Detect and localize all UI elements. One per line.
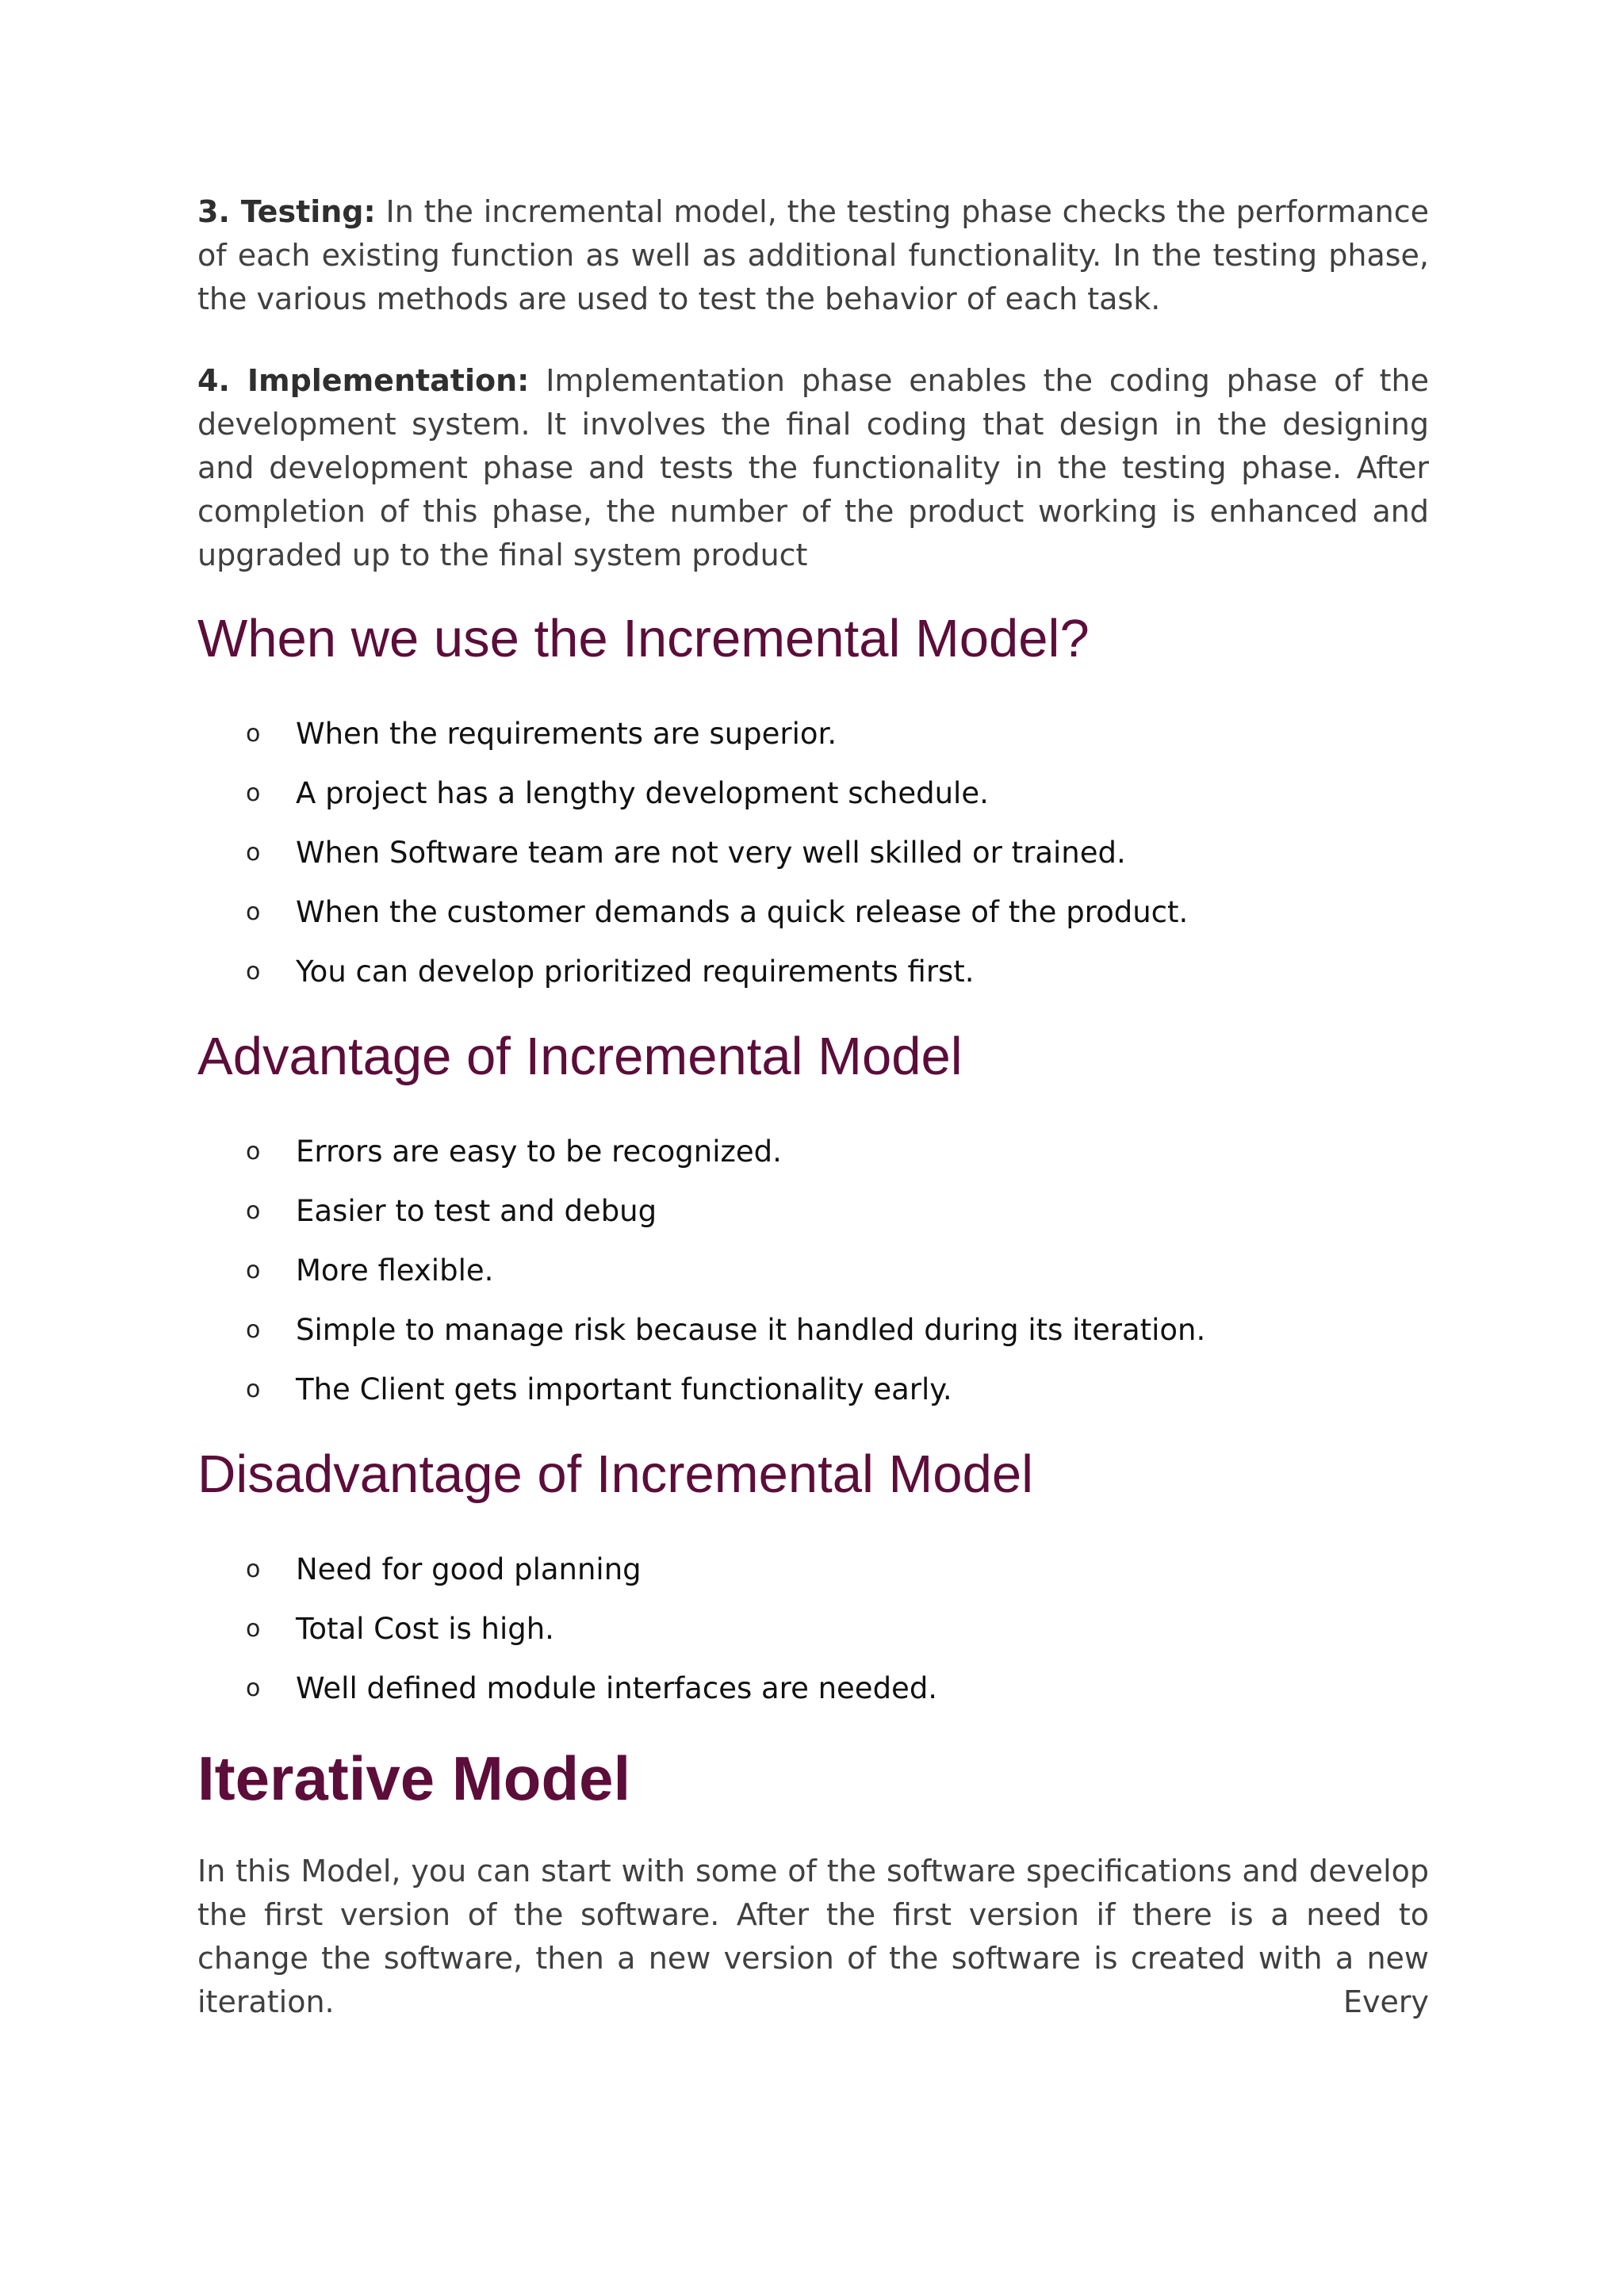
bullet-icon: o	[246, 1615, 261, 1643]
bullet-icon: o	[246, 779, 261, 807]
testing-text: In the incremental model, the testing phase checks the performance of each existing function as well as additional functionality. In the testing phase, the various methods are used to test the behavior of each task.	[197, 194, 1429, 316]
bullet-icon: o	[246, 1138, 261, 1165]
list-item: o Easier to test and debug	[197, 1181, 1429, 1241]
disadvantage-list	[197, 1540, 1429, 1718]
bullet-icon: o	[246, 1316, 261, 1344]
implementation-text: Implementation phase enables the coding phase of the development system. It involves the final coding that design in the designing and development phase and tests the functionality in the testing phase. After completion of this phase, the number of the product working is enhanced and upgraded up to the final system product	[197, 363, 1429, 572]
list-item: o When Software team are not very well skilled or trained.	[197, 823, 1429, 882]
list-item: o When the customer demands a quick release of the product.	[197, 882, 1429, 942]
bullet-icon: o	[246, 839, 261, 867]
implementation-label: 4. Implementation:	[197, 363, 530, 398]
page-content	[197, 190, 1429, 2024]
list-item: o Errors are easy to be recognized.	[197, 1122, 1429, 1181]
disadvantage-heading: Disadvantage of Incremental Model	[197, 1445, 1033, 1504]
bullet-icon: o	[246, 720, 261, 748]
list-item: o More flexible.	[197, 1241, 1429, 1300]
bullet-icon: o	[246, 1257, 261, 1284]
testing-label: 3. Testing:	[197, 194, 376, 229]
advantage-list	[197, 1122, 1429, 1419]
implementation-paragraph	[197, 359, 1429, 577]
when-use-heading: When we use the Incremental Model?	[197, 609, 1090, 668]
advantage-heading: Advantage of Incremental Model	[197, 1027, 963, 1086]
list-item: o Well defined module interfaces are needed.	[197, 1659, 1429, 1718]
testing-paragraph	[197, 190, 1429, 321]
bullet-icon: o	[246, 1674, 261, 1702]
list-item: o Simple to manage risk because it handled during its iteration.	[197, 1300, 1429, 1360]
bullet-icon: o	[246, 1376, 261, 1403]
bullet-icon: o	[246, 1197, 261, 1225]
list-item: o You can develop prioritized requirements first.	[197, 942, 1429, 1001]
bullet-icon: o	[246, 1556, 261, 1583]
iterative-paragraph: In this Model, you can start with some of the software specifications and develop the first version of the software. After the first version if there is a need to change the software, then a new version of the software is created with a new iteration. Every	[197, 1854, 1429, 2019]
list-item: o Need for good planning	[197, 1540, 1429, 1599]
when-use-list	[197, 704, 1429, 1001]
list-item: o A project has a lengthy development schedule.	[197, 763, 1429, 823]
iterative-heading: Iterative Model	[197, 1743, 631, 1813]
list-item: o When the requirements are superior.	[197, 704, 1429, 763]
list-item: o Total Cost is high.	[197, 1599, 1429, 1659]
list-item: o The Client gets important functionality early.	[197, 1360, 1429, 1419]
bullet-icon: o	[246, 898, 261, 926]
bullet-icon: o	[246, 958, 261, 985]
